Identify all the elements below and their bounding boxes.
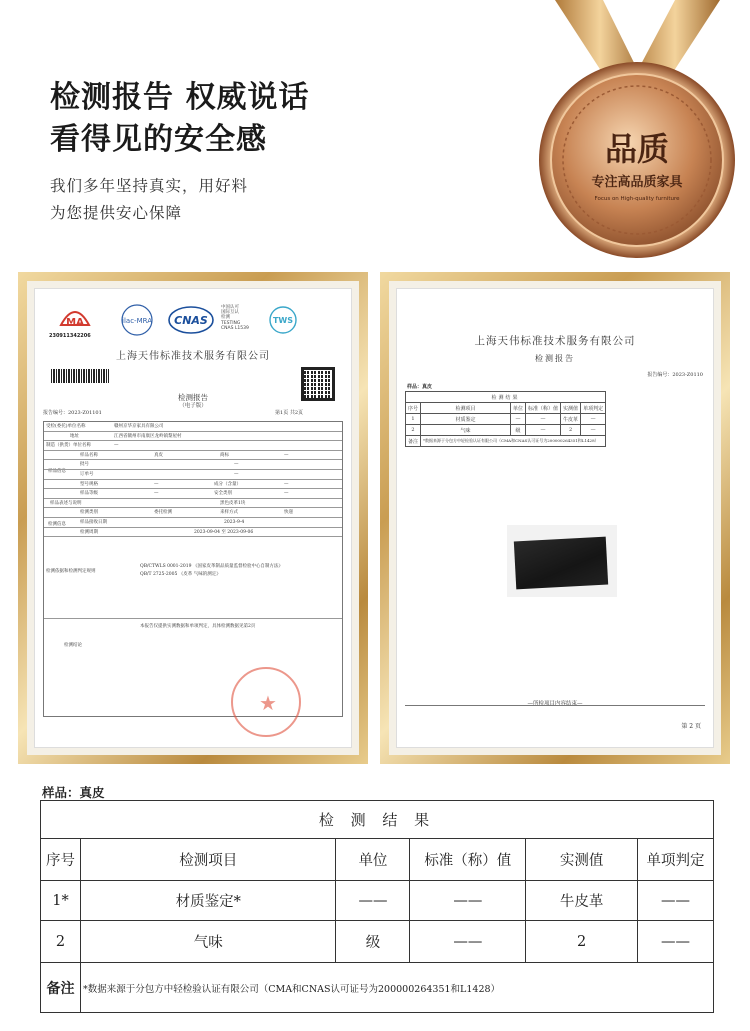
certificate-page-1 [34, 288, 352, 748]
table-header [41, 839, 714, 881]
sample-photo [507, 525, 617, 597]
cnas-logo [167, 305, 215, 335]
divider [405, 705, 705, 706]
subtitle-line-2: 为您提供安心保障 [50, 204, 183, 222]
sample-label: 样品：真皮 [42, 785, 105, 800]
grid-row: 样品信息 样品名称 真皮 商标 — [44, 451, 342, 461]
results-table [40, 800, 714, 1013]
headline-line-2: 看得见的安全感 [50, 122, 267, 157]
header-unit: 单位 [336, 839, 410, 881]
table-row [41, 921, 714, 963]
report-number: 报告编号：2023-Z01101 [43, 410, 102, 416]
certificate-meta [43, 409, 343, 416]
header-standard: 标准（称）值 [410, 839, 526, 881]
grid-row: 样品表述与说明 黑色皮革1块 [44, 499, 342, 509]
tws-logo [263, 305, 303, 335]
grid-row: 样品接收日期 2023-9-4 [44, 518, 342, 528]
table-header: 序号 检测项目 单位 标准（称）值 实测值 单项判定 [406, 403, 606, 414]
certificate-company: 上海天伟标准技术服务有限公司 [474, 335, 636, 347]
certificate-frame-left [18, 272, 368, 764]
remark-row [41, 963, 714, 1013]
headline-line-1: 检测报告 权威说话 [50, 80, 310, 115]
cma-logo [57, 305, 93, 331]
cell-unit: —— [336, 881, 410, 921]
medal-tagline: Focus on High-quality furniture [594, 196, 680, 202]
table-row: 备注 *数据来源于分包方中轻检验认证有限公司（CMA和CNAS认可证号为200000264351和L1428） [406, 436, 606, 447]
table-row [41, 881, 714, 921]
grid-row: 检测依据和检测判定规则 QB/CTWLS 0001-2019 《国家皮革制品质量监督检验中心自制方法》 QB/T 2725-2005 《皮革 气味的测定》 [44, 537, 342, 619]
report-number: 报告编号：2023-Z0110 [647, 372, 703, 378]
header-no: 序号 [41, 839, 81, 881]
header-measured: 实测值 [526, 839, 638, 881]
sample-label: 样品：真皮 [407, 384, 433, 390]
cell-unit: 级 [336, 921, 410, 963]
table-caption: 检 测 结 果 [41, 801, 714, 839]
cell-measured: 牛皮革 [526, 881, 638, 921]
results-table-small [405, 391, 606, 447]
certificate-title: 检测报告 [535, 354, 575, 363]
certificate-title: 检测报告 （电子版） [178, 393, 208, 409]
grid-row: 地址 江西省赣州市南康区龙岭镇黎屋村 [44, 432, 342, 442]
leather-swatch [514, 537, 608, 590]
cell-standard: —— [410, 881, 526, 921]
table-caption: 检测结果 [406, 392, 606, 403]
grid-row: 检测周期 2023-09-04 至 2023-09-06 [44, 528, 342, 538]
grid-row: 检测结论 本报告仅提供实测数据和单项判定，具体检测数据见第2页 [64, 624, 256, 649]
official-stamp: ★ [231, 667, 301, 737]
grid-row: 型号规格 — 成分（含量） — [44, 480, 342, 490]
ilac-mra-logo [115, 303, 159, 337]
svg-text:ilac-MRA: ilac-MRA [122, 317, 152, 325]
grid-row: 制造（供货）单位名称 — [44, 441, 342, 451]
cell-measured: 2 [526, 921, 638, 963]
barcode [51, 369, 109, 383]
certificate-page-2 [396, 288, 714, 748]
grid-row: 订单号 — [44, 470, 342, 480]
subtitle-line-1: 我们多年坚持真实，用好料 [50, 177, 249, 195]
cell-standard: —— [410, 921, 526, 963]
remark-text: *数据来源于分包方中轻检验认证有限公司（CMA和CNAS认可证号为200000264351和L1428） [80, 963, 713, 1013]
cell-judgement: —— [638, 881, 714, 921]
grid-row: 批号 — [44, 460, 342, 470]
page-count: 第1页 共2页 [275, 410, 303, 416]
cell-judgement: —— [638, 921, 714, 963]
cell-item: 材质鉴定* [80, 881, 336, 921]
grid-row: 受检(委托)单位名称 赣州京华京家具有限公司 [44, 422, 342, 432]
remark-label: 备注 [41, 963, 81, 1013]
cma-number: 230911342206 [49, 333, 91, 339]
grid-row: 检测信息 检测类别 委托检测 来样方式 快递 [44, 508, 342, 518]
svg-text:TWS: TWS [272, 316, 294, 325]
certificate-company: 上海天伟标准技术服务有限公司 [116, 351, 270, 362]
header-judgement: 单项判定 [638, 839, 714, 881]
svg-text:CNAS: CNAS [174, 314, 208, 327]
page-number: 第 2 页 [681, 723, 701, 730]
certificate-grid [43, 421, 343, 717]
cell-no: 1* [41, 881, 81, 921]
accreditation-logos [49, 303, 337, 339]
table-row: 1 材质鉴定 — — 牛皮革 — [406, 414, 606, 425]
end-note: —所检项目内容结束— [527, 701, 583, 707]
medal-slogan: 专注高品质家具 [591, 175, 683, 190]
grid-row: 样品等级 — 安全类别 — [44, 489, 342, 499]
certificate-frame-right [380, 272, 730, 764]
cell-no: 2 [41, 921, 81, 963]
cnas-caption: 中国认可 国际互认 检测 TESTING CNAS L1539 [221, 305, 249, 331]
table-row: 2 气味 级 — 2 — [406, 425, 606, 436]
quality-medal [525, 0, 750, 270]
header-item: 检测项目 [80, 839, 336, 881]
cell-item: 气味 [80, 921, 336, 963]
svg-text:MA: MA [66, 317, 84, 328]
medal-title: 品质 [604, 130, 670, 168]
